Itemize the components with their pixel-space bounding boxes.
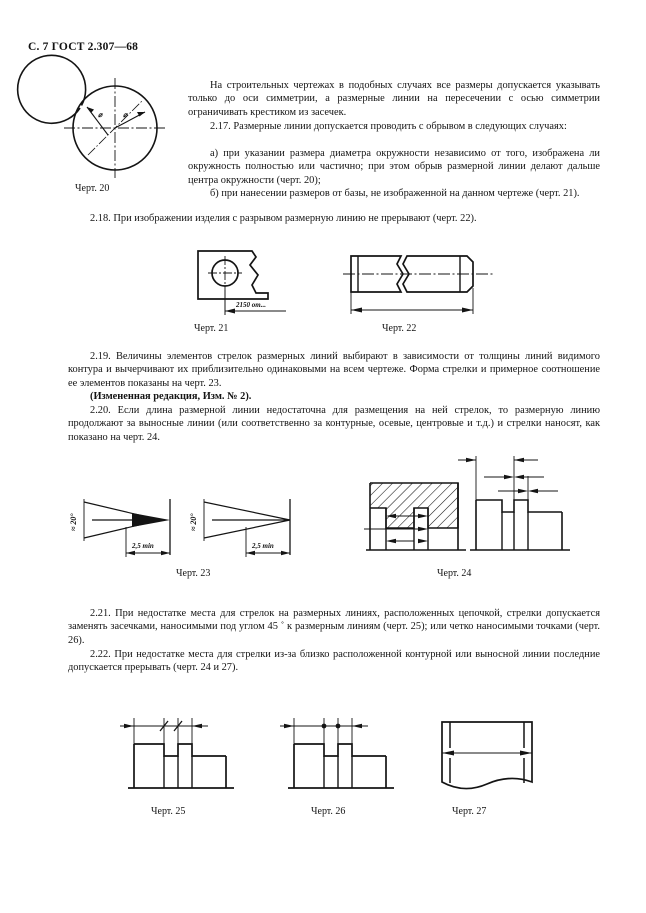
figure-22 bbox=[345, 248, 515, 320]
figure-24-caption: Черт. 24 bbox=[437, 568, 472, 579]
figure-20 bbox=[60, 80, 180, 180]
paragraph-2-20-text: 2.20. Если длина размерной линии недостаточна для размещения на ней стрелок, то размерную линию продолжают за выносные линии (или соответственно за контурные, осевые, центровые и т.д.) и стрелки наносят, как показано на черт. 24. bbox=[68, 405, 600, 443]
figure-25 bbox=[116, 710, 276, 800]
figure-27-caption: Черт. 27 bbox=[452, 806, 487, 817]
paragraph-intro-text: На строительных чертежах в подобных случаях все размеры допускается указывать только до оси симметрии, а размерные линии на пересечении с осью симметрии ограничивать крестиком из засечек. bbox=[188, 80, 600, 118]
paragraph-2-19 bbox=[68, 350, 600, 390]
paragraph-revision-text: (Измененная редакция, Изм. № 2). bbox=[90, 391, 252, 402]
figure-23-angle-left: ≈ 20° bbox=[69, 513, 78, 531]
paragraph-2-19-text: 2.19. Величины элементов стрелок размерных линий выбирают в зависимости от толщины линий видимого контура и вычерчивают их приблизительно одинаковыми на всем чертеже. Форма стрелки и примерное соотношение ее элементов показаны на черт. 23. bbox=[68, 351, 600, 389]
figure-20-caption: Черт. 20 bbox=[75, 183, 110, 194]
figure-21 bbox=[190, 243, 340, 318]
figure-23 bbox=[62, 483, 302, 563]
figure-26 bbox=[276, 710, 436, 800]
figure-21-caption: Черт. 21 bbox=[194, 323, 229, 334]
paragraph-2-17-a bbox=[188, 147, 600, 187]
figure-27 bbox=[432, 712, 552, 800]
figure-21-dimension-text: 2150 от... bbox=[236, 301, 267, 309]
figure-22-caption: Черт. 22 bbox=[382, 323, 417, 334]
figure-24 bbox=[366, 450, 614, 568]
paragraph-2-20 bbox=[68, 404, 600, 444]
paragraph-2-18-text: 2.18. При изображении изделия с разрывом размерную линию не прерывают (черт. 22). bbox=[90, 213, 477, 224]
figure-23-dim-left: 2,5 min bbox=[132, 542, 154, 550]
paragraph-2-18 bbox=[68, 212, 600, 225]
figure-23-caption: Черт. 23 bbox=[176, 568, 211, 579]
figure-26-caption: Черт. 26 bbox=[311, 806, 346, 817]
fig20-label-right: ⌀ bbox=[123, 111, 128, 119]
paragraph-2-17-b bbox=[188, 187, 600, 200]
figure-23-angle-right: ≈ 20° bbox=[189, 513, 198, 531]
paragraph-2-22 bbox=[68, 648, 600, 675]
paragraph-2-17-text: 2.17. Размерные линии допускается проводить с обрывом в следующих случаях: bbox=[210, 121, 567, 132]
fig20-label-left: ⌀ bbox=[98, 111, 103, 119]
figure-23-dim-right: 2,5 min bbox=[252, 542, 274, 550]
paragraph-revision bbox=[68, 390, 600, 403]
paragraph-2-22-text: 2.22. При недостатке места для стрелки из-за близко расположенной контурной или выносной линии последние допускается прерывать (черт. 24 и 27). bbox=[68, 649, 600, 674]
page-header-label: С. 7 ГОСТ 2.307—68 bbox=[28, 41, 139, 53]
paragraph-intro bbox=[188, 79, 600, 119]
paragraph-2-21 bbox=[68, 607, 600, 647]
paragraph-2-17-b-text: б) при нанесении размеров от базы, не изображенной на данном чертеже (черт. 21). bbox=[210, 188, 580, 199]
paragraph-2-17 bbox=[188, 120, 600, 133]
paragraph-2-17-a-text: а) при указании размера диаметра окружности независимо от того, изображена ли окружность полностью или частично; при этом обрыв размерной линии делают дальше центра окружности (черт. 20); bbox=[188, 148, 600, 186]
figure-25-caption: Черт. 25 bbox=[151, 806, 186, 817]
paragraph-2-21-text: 2.21. При недостатке места для стрелок на размерных линиях, расположенных цепочкой, стрелки допускается заменять засечками, наносимыми под углом 45 ˚ к размерным линиям (черт. 25); или четко наносимыми точками (черт. 26). bbox=[68, 608, 600, 646]
